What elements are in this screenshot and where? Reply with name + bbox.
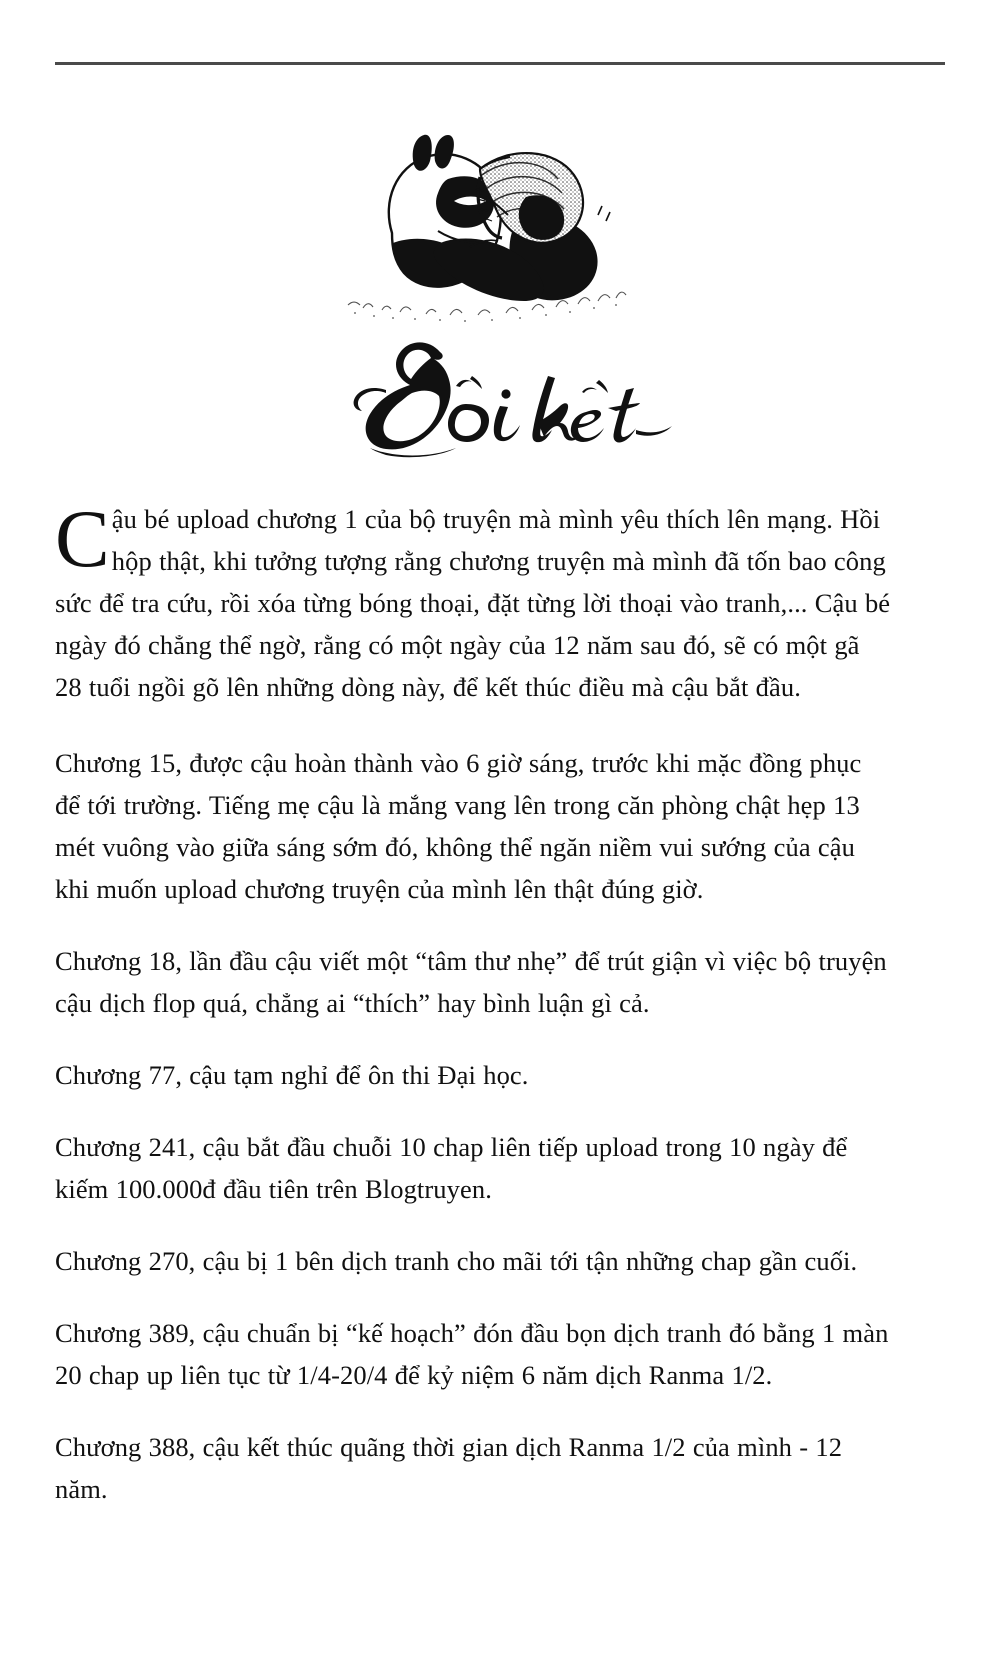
afterword-body	[55, 493, 891, 1510]
paragraph-8: Chương 388, cậu kết thúc quãng thời gian dịch Ranma 1/2 của mình - 12 năm.	[55, 1432, 843, 1504]
paragraph-1	[55, 493, 891, 708]
page-title	[0, 330, 1000, 460]
drop-cap: C	[55, 493, 110, 584]
motion-tick-marks	[598, 206, 610, 221]
header-divider	[55, 62, 945, 65]
paragraph-4: Chương 77, cậu tạm nghỉ để ôn thi Đại học.	[55, 1060, 529, 1090]
loi-ket-script-lettering	[290, 330, 710, 460]
paragraph-2: Chương 15, được cậu hoàn thành vào 6 giờ sáng, trước khi mặc đồng phục để tới trường. Tiếng mẹ cậu là mắng vang lên trong căn phòng chật hẹp 13 mét vuông vào giữa sáng sớm đó, không thể ngăn niềm vui sướng của cậu khi muốn upload chương truyện của mình lên thật đúng giờ.	[55, 748, 862, 904]
paragraph-5: Chương 241, cậu bắt đầu chuỗi 10 chap liên tiếp upload trong 10 ngày để kiếm 100.000đ đầu tiên trên Blogtruyen.	[55, 1132, 848, 1204]
paragraph-6: Chương 270, cậu bị 1 bên dịch tranh cho mãi tới tận những chap gần cuối.	[55, 1246, 858, 1276]
paragraph-7: Chương 389, cậu chuẩn bị “kế hoạch” đón đầu bọn dịch tranh đó bằng 1 màn 20 chap up liên tục từ 1/4-20/4 để kỷ niệm 6 năm dịch Ranma 1/2.	[55, 1318, 889, 1390]
paragraph-1-text: ậu bé upload chương 1 của bộ truyện mà mình yêu thích lên mạng. Hồi hộp thật, khi tưởng tượng rằng chương truyện mà mình đã tốn bao công sức để tra cứu, rồi xóa từng bóng thoại, đặt từng lời thoại vào tranh,... Cậu bé ngày đó chẳng thể ngờ, rằng có một ngày của 12 năm sau đó, sẽ có một gã 28 tuổi ngồi gõ lên những dòng này, để kết thúc điều mà cậu bắt đầu.	[55, 504, 891, 702]
paragraph-3: Chương 18, lần đầu cậu viết một “tâm thư nhẹ” để trút giận vì việc bộ truyện cậu dịch flop quá, chẳng ai “thích” hay bình luận gì cả.	[55, 946, 887, 1018]
panda-curled-up-illustration	[330, 105, 650, 330]
ground-speckle-decoration	[348, 292, 626, 322]
